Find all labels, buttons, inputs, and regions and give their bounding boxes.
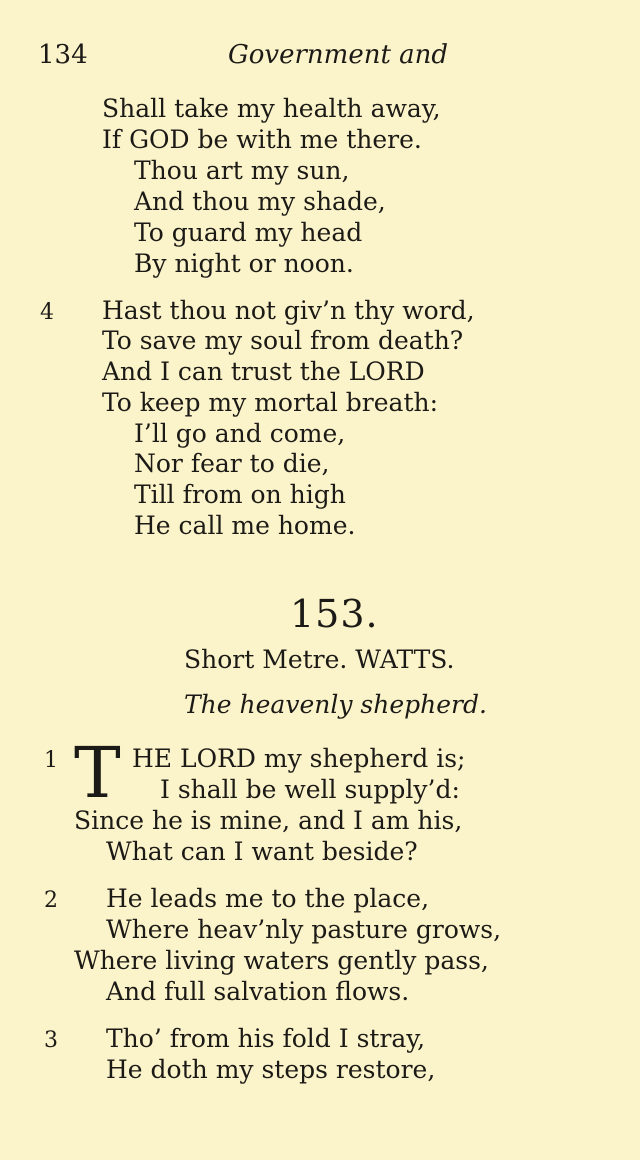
running-title: Government and xyxy=(228,40,449,70)
verse-line: I’ll go and come, xyxy=(134,419,346,448)
verse-line: If GOD be with me there. xyxy=(102,125,422,154)
verse-line: Hast thou not giv’n thy word, xyxy=(102,296,475,325)
verse-line: He leads me to the place, xyxy=(106,884,430,913)
verse-line: Tho’ from his fold I stray, xyxy=(106,1024,426,1053)
verse-line: What can I want beside? xyxy=(106,837,418,866)
verse-line: To keep my mortal breath: xyxy=(102,388,439,417)
verse-line: Shall take my health away, xyxy=(102,94,441,123)
verse-line: To save my soul from death? xyxy=(102,326,464,355)
verse-line: Thou art my sun, xyxy=(134,156,350,185)
verse-line: He doth my steps restore, xyxy=(106,1055,436,1084)
verse-number: 4 xyxy=(40,300,54,325)
verse-line: By night or noon. xyxy=(134,249,354,278)
hymn-number: 153. xyxy=(290,592,379,636)
verse-line: And full salvation flows. xyxy=(106,977,410,1006)
verse-line: HE LORD my shepherd is; xyxy=(132,744,466,773)
verse-line: Where heav’nly pasture grows, xyxy=(106,915,502,944)
verse-line: Nor fear to die, xyxy=(134,449,330,478)
verse-line: To guard my head xyxy=(134,218,363,247)
hymn-subject: The heavenly shepherd. xyxy=(184,690,487,719)
verse-line: I shall be well supply’d: xyxy=(160,775,460,804)
verse-number: 1 xyxy=(44,748,58,773)
meter-line: Short Metre. WATTS. xyxy=(184,645,455,674)
verse-number: 2 xyxy=(44,888,58,913)
verse-line: Till from on high xyxy=(134,480,346,509)
verse-line: Where living waters gently pass, xyxy=(74,946,489,975)
verse-line: And thou my shade, xyxy=(134,187,386,216)
verse-line: And I can trust the LORD xyxy=(102,357,425,386)
verse-line: He call me home. xyxy=(134,511,356,540)
page-number: 134 xyxy=(38,40,88,70)
drop-cap: T xyxy=(74,732,121,814)
verse-line: Since he is mine, and I am his, xyxy=(74,806,463,835)
verse-number: 3 xyxy=(44,1028,58,1053)
